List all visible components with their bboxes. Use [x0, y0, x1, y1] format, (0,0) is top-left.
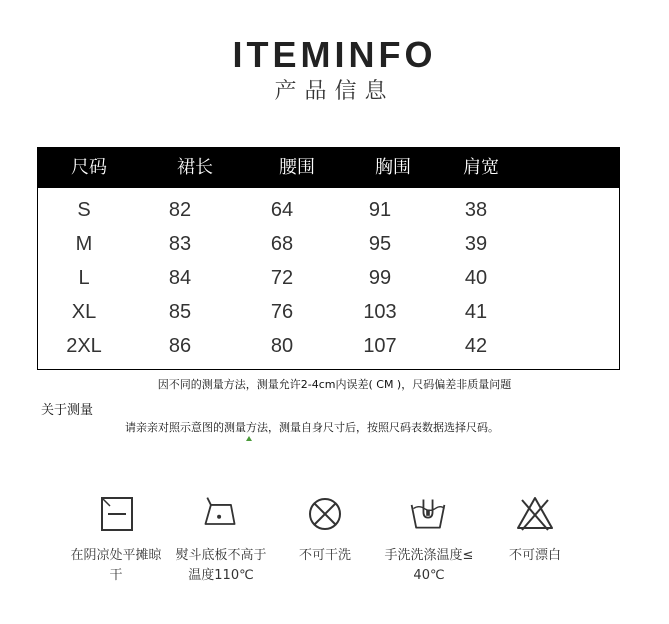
cell-shoulder: 38: [464, 199, 488, 221]
cell-skirt-length: 83: [168, 233, 192, 255]
title-english: ITEMINFO: [232, 34, 437, 75]
size-table: [37, 147, 620, 370]
measurement-instruction: 请亲亲对照示意图的测量方法，测量自身尺寸后，按照尺码表数据选择尺码。: [125, 421, 499, 434]
measurement-error-note: 因不同的测量方法，测量允许2-4cm内误差( CM )，尺码偏差非质量问题: [157, 378, 512, 391]
cell-waist: 76: [270, 301, 294, 323]
hand-wash-icon: [408, 494, 448, 534]
header-waist: 腰围: [279, 157, 315, 178]
care-label-hand-wash: 手洗洗涤温度≤ 40℃: [384, 548, 474, 583]
cell-size: L: [78, 267, 90, 289]
size-table-header: [38, 148, 619, 188]
header-shoulder: 肩宽: [463, 157, 499, 178]
header-skirt-length: 裙长: [177, 157, 213, 178]
header-bust: 胸围: [375, 157, 411, 178]
cell-waist: 72: [270, 267, 294, 289]
cell-waist: 80: [270, 335, 294, 357]
green-marker-icon: [246, 436, 252, 441]
cell-waist: 68: [270, 233, 294, 255]
cell-bust: 99: [368, 267, 392, 289]
shade-dry-icon: [97, 494, 137, 534]
cell-skirt-length: 85: [168, 301, 192, 323]
no-bleach-icon: [515, 494, 555, 534]
cell-bust: 91: [368, 199, 392, 221]
care-label-no-dry-clean: 不可干洗: [298, 548, 351, 563]
title-chinese: 产品信息: [274, 79, 395, 104]
cell-shoulder: 39: [464, 233, 488, 255]
care-label-shade-dry: 在阴凉处平摊晾 干: [70, 548, 162, 583]
cell-bust: 107: [363, 335, 397, 357]
care-label-no-bleach: 不可漂白: [508, 548, 561, 563]
cell-shoulder: 41: [464, 301, 488, 323]
about-measurement-heading: 关于测量: [41, 403, 94, 418]
cell-shoulder: 42: [464, 335, 488, 357]
cell-bust: 103: [363, 301, 397, 323]
header-size: 尺码: [71, 157, 107, 178]
cell-size: M: [75, 233, 93, 255]
cell-size: XL: [71, 301, 97, 323]
cell-size: 2XL: [66, 335, 102, 357]
no-dry-clean-icon: [305, 494, 345, 534]
cell-skirt-length: 86: [168, 335, 192, 357]
cell-size: S: [77, 199, 91, 221]
iron-icon: [200, 494, 240, 534]
cell-bust: 95: [368, 233, 392, 255]
cell-waist: 64: [270, 199, 294, 221]
cell-skirt-length: 82: [168, 199, 192, 221]
cell-shoulder: 40: [464, 267, 488, 289]
care-label-iron: 熨斗底板不高于 温度110℃: [175, 548, 267, 583]
cell-skirt-length: 84: [168, 267, 192, 289]
